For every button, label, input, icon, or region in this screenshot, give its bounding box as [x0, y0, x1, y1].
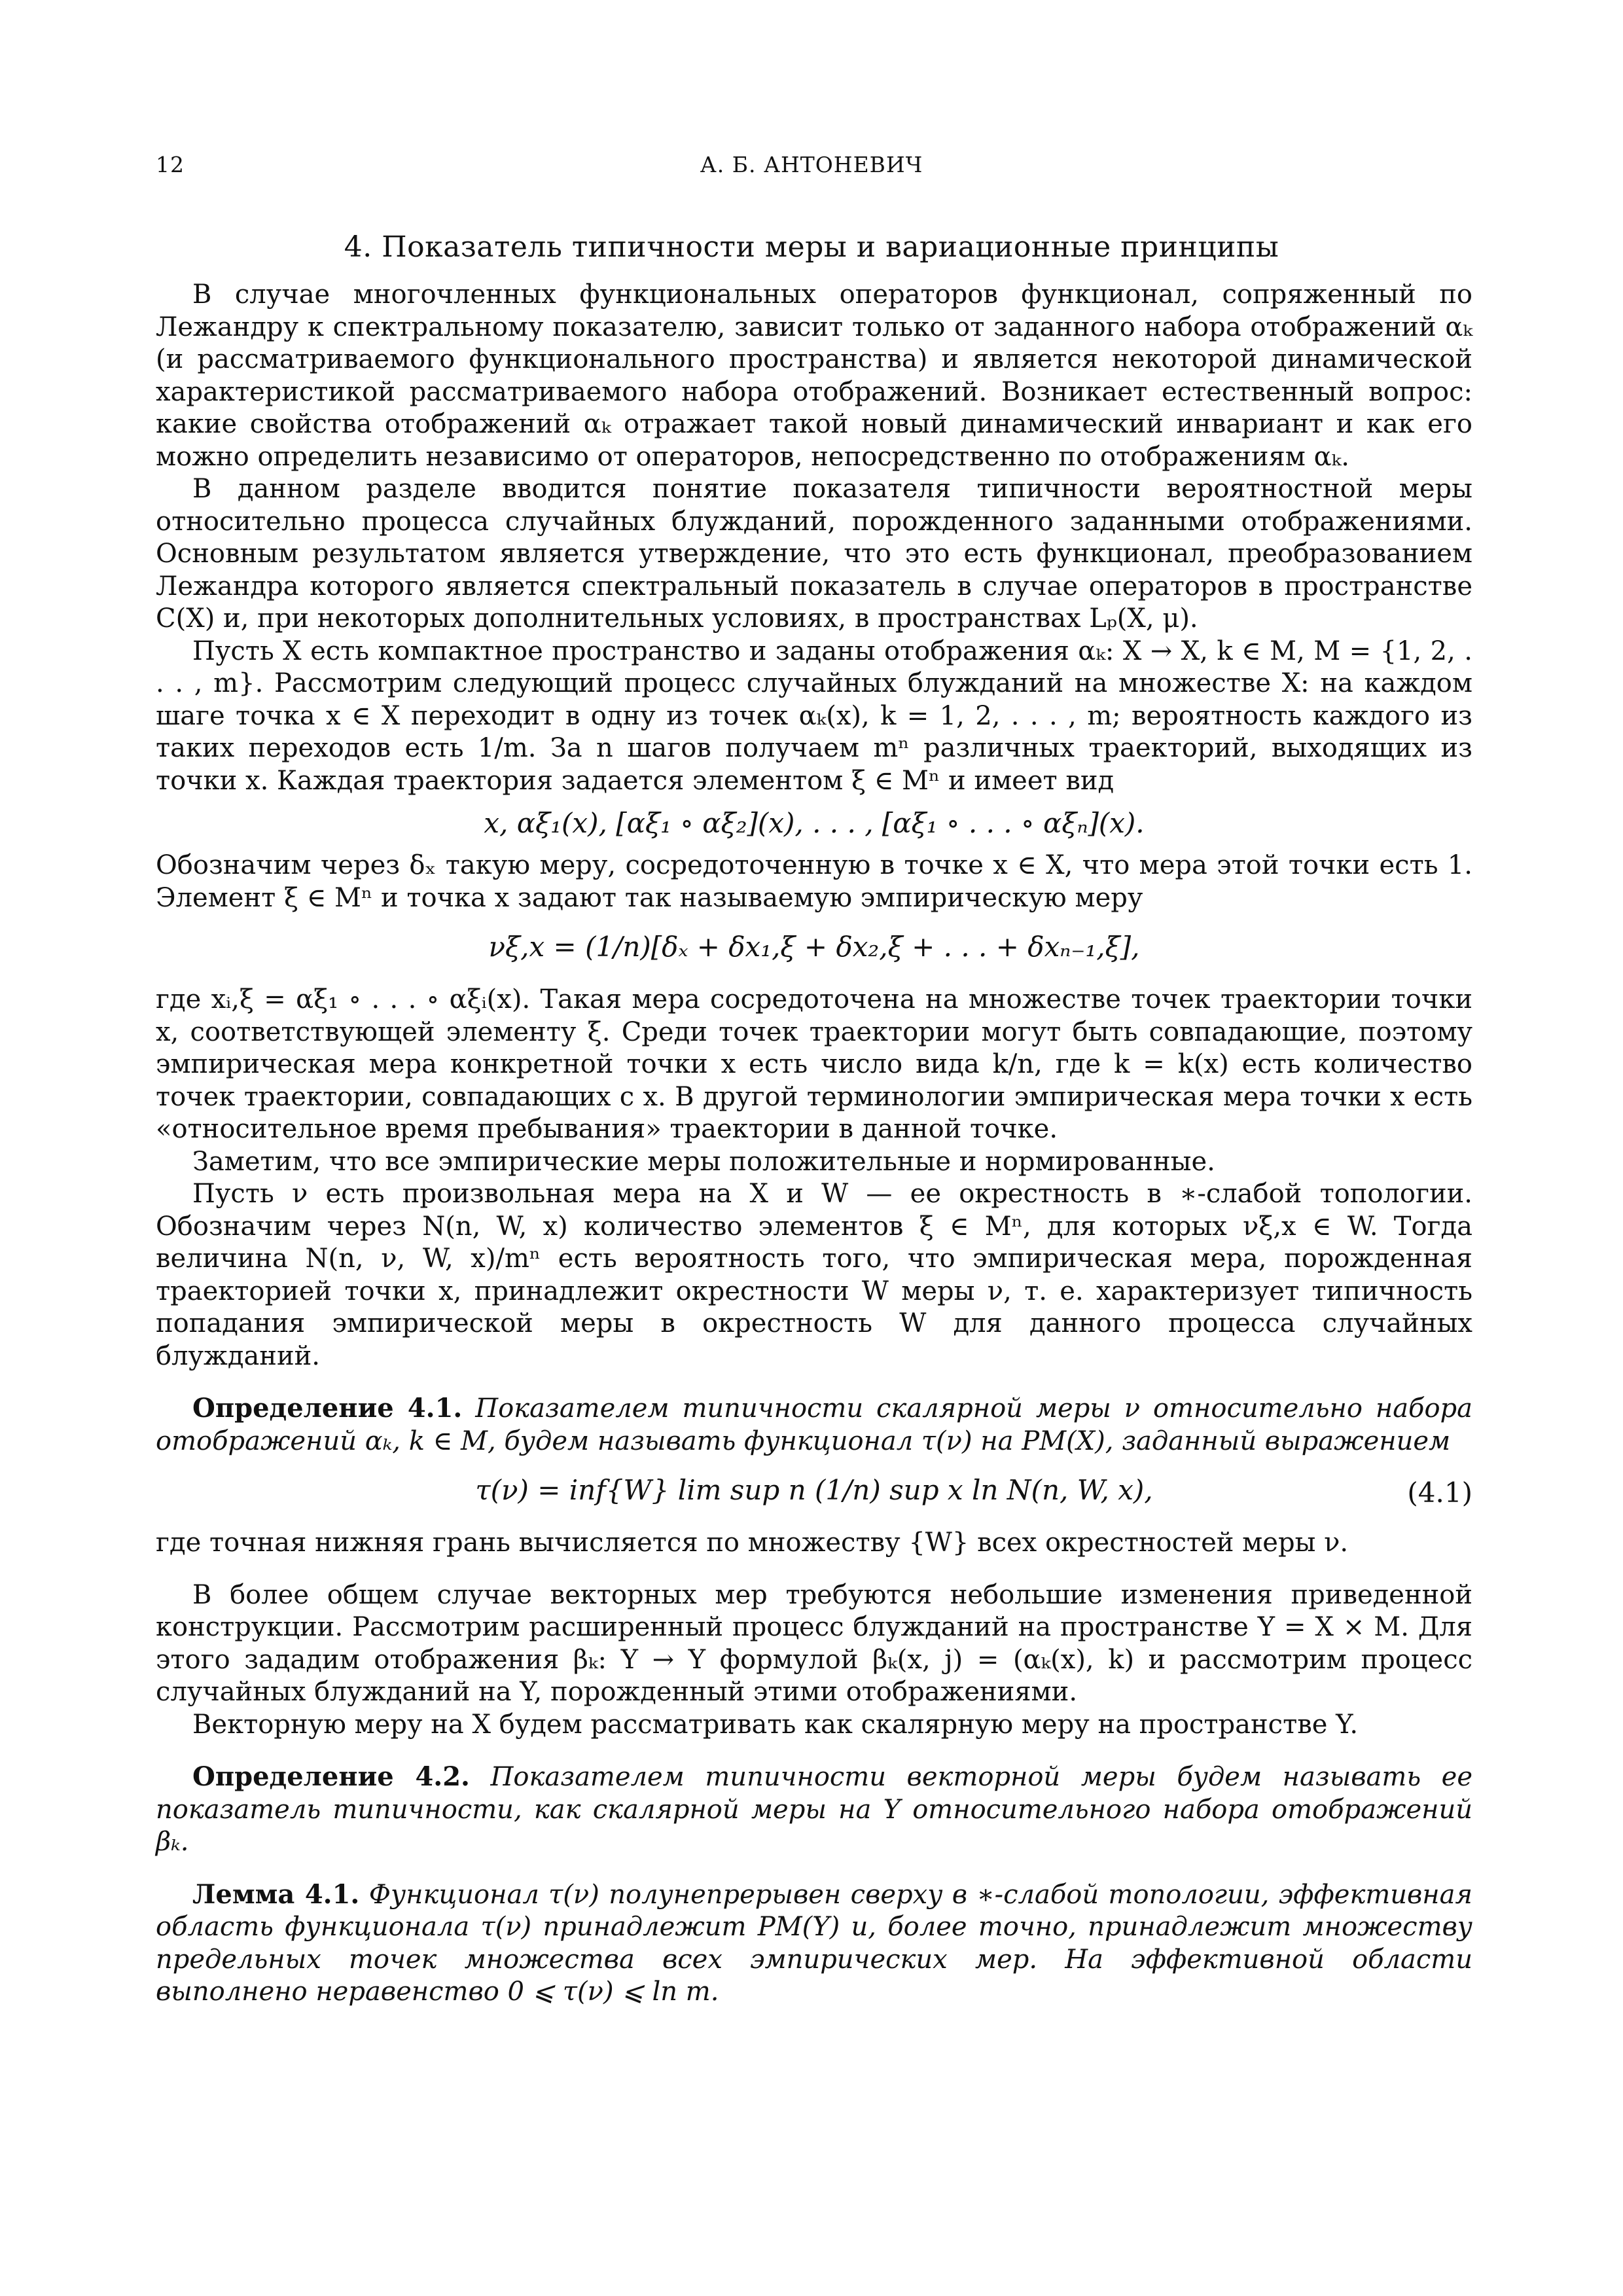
- definition-4-1-label: Определение 4.1.: [192, 1393, 463, 1424]
- definition-4-1: [156, 1392, 1472, 1458]
- definition-formula-block: [156, 1472, 1472, 1509]
- paragraph-typicality-intro: В данном разделе вводится понятие показателя типичности вероятностной меры относительно процесса случайных блужданий, порожденного заданными отображениями. Основным результатом является утверждение, что это есть функционал, преобразованием Лежандра которого является спектральный показатель в случае операторов в пространстве C(X) и, при некоторых дополнительных условиях, в пространствах Lₚ(X, μ).: [156, 474, 1472, 634]
- lemma-4-1-label: Лемма 4.1.: [192, 1878, 360, 1910]
- paragraph-infimum: где точная нижняя грань вычисляется по множеству {W} всех окрестностей меры ν.: [156, 1528, 1349, 1558]
- trajectory-formula: x, αξ₁(x), [αξ₁ ∘ αξ₂](x), . . . , [αξ₁ ∘ . . . ∘ αξₙ](x).: [484, 807, 1145, 839]
- lemma-4-1: [156, 1878, 1472, 2009]
- paragraph-intro: В случае многочленных функциональных операторов функционал, сопряженный по Лежандру к спектральному показателю, зависит только от заданного набора отображений αₖ (и рассматриваемого функционального пространства) и является некоторой динамической характеристикой рассматриваемого набора отображений. Возникает естественный вопрос: какие свойства отображений αₖ отражает такой новый динамический инвариант и как его можно определить независимо от операторов, непосредственно по отображениям αₖ.: [156, 279, 1472, 472]
- paragraph-trajectory-points: где xᵢ,ξ = αξ₁ ∘ . . . ∘ αξᵢ(x). Такая мера сосредоточена на множестве точек траектории точки x, соответствующей элементу ξ. Среди точек траектории могут быть совпадающие, поэтому эмпирическая мера конкретной точки x есть число вида k/n, где k = k(x) есть количество точек траектории, совпадающих с x. В другой терминологии эмпирическая мера точки x есть «относительное время пребывания» траектории в данной точке.: [156, 984, 1472, 1144]
- paragraph-neighbourhood: Пусть ν есть произвольная мера на X и W — ее окрестность в ∗-слабой топологии. Обозначим через N(n, W, x) количество элементов ξ ∈ Mⁿ, для которых νξ,x ∈ W. Тогда величина N(n, ν, W, x)/mⁿ есть вероятность того, что эмпирическая мера, порожденная траекторией точки x, принадлежит окрестности W меры ν, т. е. характеризует типичность попадания эмпирической меры в окрестность W для данного процесса случайных блужданий.: [156, 1179, 1472, 1371]
- section-title: 4. Показатель типичности меры и вариационные принципы: [344, 230, 1279, 264]
- paragraph-random-walk: Пусть X есть компактное пространство и заданы отображения αₖ: X → X, k ∈ M, M = {1, 2, . . . , m}. Рассмотрим следующий процесс случайных блужданий на множестве X: на каждом шаге точка x ∈ X переходит в одну из точек αₖ(x), k = 1, 2, . . . , m; вероятность каждого из таких переходов есть 1/m. За n шагов получаем mⁿ различных траекторий, выходящих из точки x. Каждая траектория задается элементом ξ ∈ Mⁿ и имеет вид: [156, 636, 1472, 796]
- definition-formula: τ(ν) = inf{W} lim sup n (1/n) sup x ln N(n, W, x),: [475, 1474, 1153, 1506]
- body-text: [156, 279, 1472, 2009]
- definition-4-1-text: Показателем типичности скалярной меры ν относительно набора отображений αₖ, k ∈ M, будем называть функционал τ(ν) на PM(X), заданный выражением: [156, 1393, 1473, 1456]
- definition-4-2: [156, 1761, 1472, 1859]
- paragraph-vector-measures: В более общем случае векторных мер требуются небольшие изменения приведенной конструкции. Рассмотрим расширенный процесс блужданий на пространстве Y = X × M. Для этого зададим отображения βₖ: Y → Y формулой βₖ(x, j) = (αₖ(x), k) и рассмотрим процесс случайных блужданий на Y, порожденный этими отображениями.: [156, 1579, 1472, 1707]
- paragraph-vector-as-scalar: Векторную меру на X будем рассматривать как скалярную меру на пространстве Y.: [192, 1709, 1359, 1740]
- paragraph-normalized: Заметим, что все эмпирические меры положительные и нормированные.: [192, 1146, 1215, 1177]
- empirical-measure-formula: νξ,x = (1/n)[δₓ + δx₁,ξ + δx₂,ξ + . . . + δxₙ₋₁,ξ],: [488, 931, 1140, 963]
- definition-4-2-text: Показателем типичности векторной меры будем называть ее показатель типичности, как скалярной меры на Y относительного набора отображений βₖ.: [156, 1762, 1473, 1857]
- paragraph-dirac-measure: Обозначим через δₓ такую меру, сосредоточенную в точке x ∈ X, что мера этой точки есть 1. Элемент ξ ∈ Mⁿ и точка x задают так называемую эмпирическую меру: [156, 850, 1472, 913]
- page-number: 12: [156, 152, 185, 177]
- definition-4-2-label: Определение 4.2.: [192, 1761, 470, 1792]
- lemma-4-1-text: Функционал τ(ν) полунепрерывен сверху в ∗-слабой топологии, эффективная область функционала τ(ν) принадлежит PM(Y) и, более точно, принадлежит множеству предельных точек множества всех эмпирических мер. На эффективной области выполнено неравенство 0 ⩽ τ(ν) ⩽ ln m.: [156, 1879, 1472, 2007]
- equation-number: (4.1): [1407, 1477, 1472, 1509]
- header-author: А. Б. АНТОНЕВИЧ: [700, 152, 923, 177]
- running-head: [156, 152, 1467, 177]
